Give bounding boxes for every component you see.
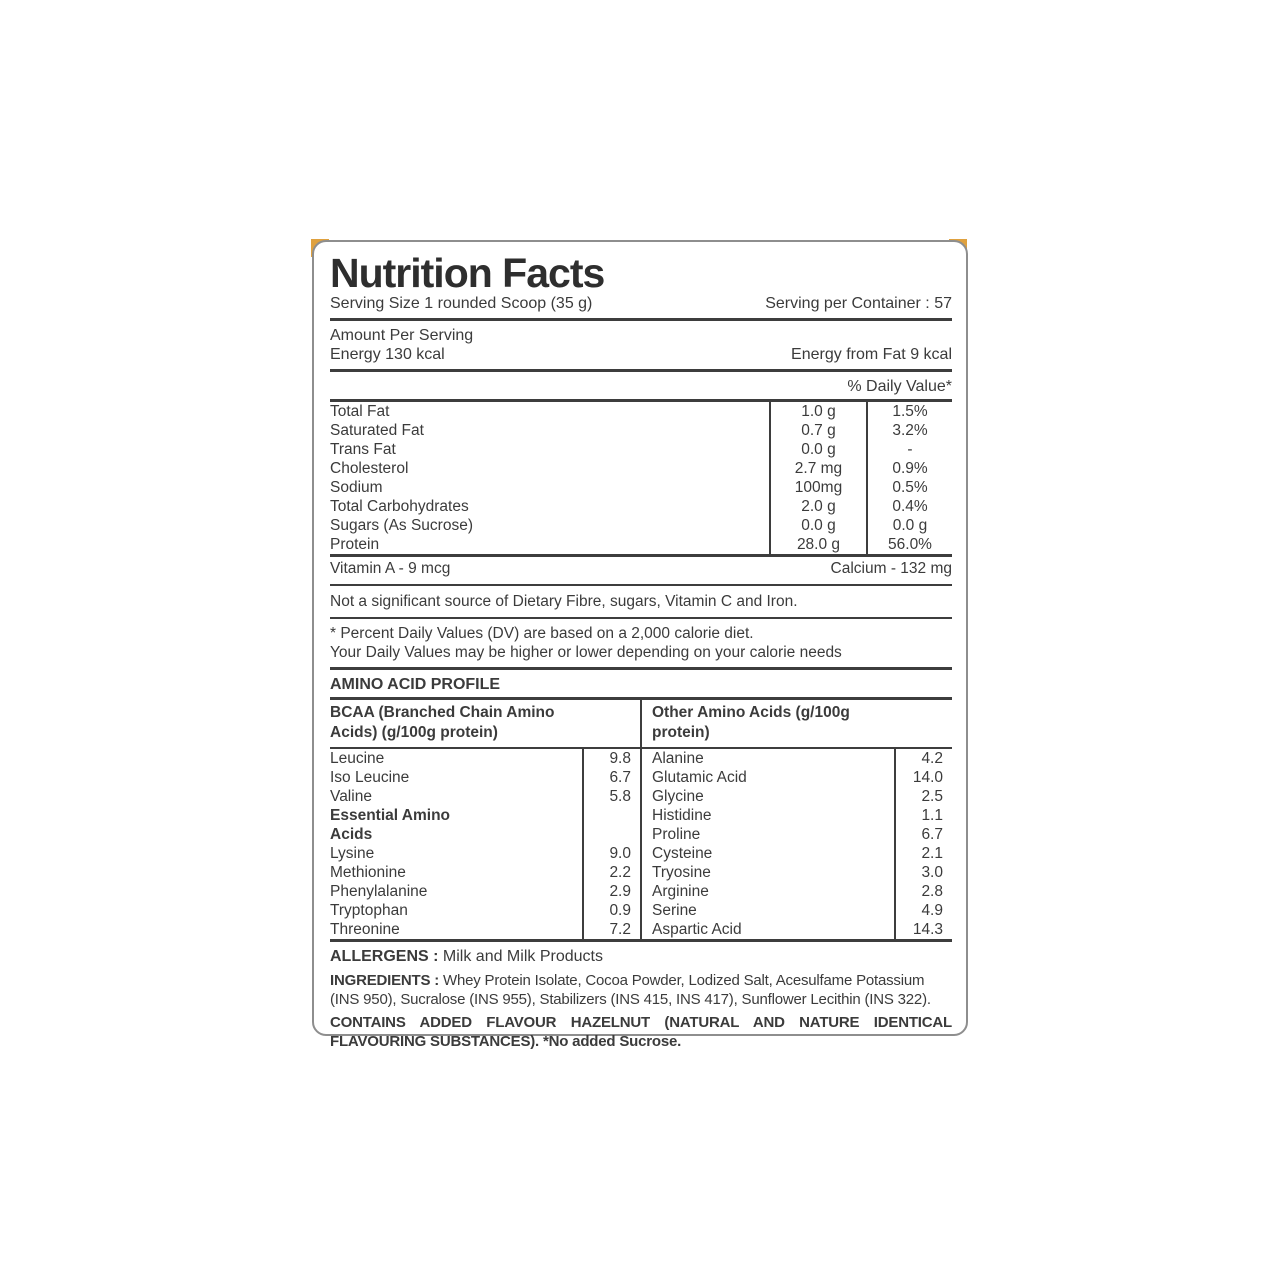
servings-per-container: Serving per Container : 57 bbox=[765, 295, 952, 312]
amino-acid-profile-title: AMINO ACID PROFILE bbox=[330, 676, 501, 693]
amino-value: 2.8 bbox=[894, 882, 952, 901]
amino-name: Methionine bbox=[330, 864, 406, 881]
nutrient-name: Total Fat bbox=[330, 403, 390, 420]
amino-value: 4.2 bbox=[894, 749, 952, 768]
amino-value: 14.3 bbox=[894, 920, 952, 939]
amino-value: 9.0 bbox=[582, 844, 640, 863]
nutrient-amount: 100mg bbox=[769, 478, 866, 497]
nutrient-amount: 0.0 g bbox=[769, 440, 866, 459]
bcaa-header: BCAA (Branched Chain Amino Acids) (g/100g protein) bbox=[330, 704, 555, 741]
amino-value: 2.5 bbox=[894, 787, 952, 806]
amino-value bbox=[582, 825, 640, 844]
nutrient-name: Sodium bbox=[330, 479, 383, 496]
nutrient-dv: 56.0% bbox=[866, 535, 952, 554]
nutrition-facts-label bbox=[312, 240, 968, 1050]
nutrient-amount: 0.0 g bbox=[769, 516, 866, 535]
allergens-line bbox=[330, 946, 952, 967]
calcium: Calcium - 132 mg bbox=[830, 560, 952, 577]
label-title: Nutrition Facts bbox=[330, 250, 605, 296]
dv-footnote-line1: * Percent Daily Values (DV) are based on a 2,000 calorie diet. bbox=[330, 625, 754, 642]
amino-name: Aspartic Acid bbox=[652, 921, 742, 938]
energy-row bbox=[330, 345, 952, 364]
nutrient-amount: 1.0 g bbox=[769, 402, 866, 421]
energy-value: Energy 130 kcal bbox=[330, 346, 445, 363]
nutrient-dv: 0.9% bbox=[866, 459, 952, 478]
nutrient-name: Trans Fat bbox=[330, 441, 396, 458]
amino-name: Tryosine bbox=[652, 864, 711, 881]
ingredients-paragraph bbox=[330, 972, 952, 1009]
nutrient-dv: 1.5% bbox=[866, 402, 952, 421]
nutrient-name: Protein bbox=[330, 536, 380, 553]
amino-value: 9.8 bbox=[582, 749, 640, 768]
amino-value: 6.7 bbox=[894, 825, 952, 844]
nutrient-dv: 0.0 g bbox=[866, 516, 952, 535]
amino-name: Threonine bbox=[330, 921, 400, 938]
nutrient-amount: 28.0 g bbox=[769, 535, 866, 554]
amino-value: 0.9 bbox=[582, 901, 640, 920]
amino-name: Cysteine bbox=[652, 845, 713, 862]
amino-name: Phenylalanine bbox=[330, 883, 428, 900]
allergens-value: Milk and Milk Products bbox=[442, 948, 603, 965]
amino-value: 6.7 bbox=[582, 768, 640, 787]
allergens-label: ALLERGENS : bbox=[330, 948, 439, 965]
dv-footnote bbox=[330, 624, 952, 662]
serving-size: Serving Size 1 rounded Scoop (35 g) bbox=[330, 295, 593, 312]
bcaa-rows bbox=[330, 747, 640, 939]
amino-value: 2.9 bbox=[582, 882, 640, 901]
nutrient-amount: 2.0 g bbox=[769, 497, 866, 516]
amino-name: Arginine bbox=[652, 883, 709, 900]
amino-value: 5.8 bbox=[582, 787, 640, 806]
amino-value: 7.2 bbox=[582, 920, 640, 939]
amount-per-serving: Amount Per Serving bbox=[330, 327, 474, 344]
serving-row bbox=[330, 294, 952, 313]
amino-name: Acids bbox=[330, 826, 373, 843]
bcaa-column bbox=[330, 700, 640, 939]
amino-value: 2.1 bbox=[894, 844, 952, 863]
nutrient-amount: 2.7 mg bbox=[769, 459, 866, 478]
divider bbox=[330, 369, 952, 372]
amino-name: Proline bbox=[652, 826, 701, 843]
amino-value bbox=[582, 806, 640, 825]
nutrient-dv: 0.4% bbox=[866, 497, 952, 516]
amino-name: Valine bbox=[330, 788, 372, 805]
divider bbox=[330, 617, 952, 619]
energy-from-fat: Energy from Fat 9 kcal bbox=[791, 346, 952, 363]
micronutrient-row bbox=[330, 558, 952, 579]
other-amino-header: Other Amino Acids (g/100g protein) bbox=[652, 704, 850, 741]
amino-value: 4.9 bbox=[894, 901, 952, 920]
ingredients-label: INGREDIENTS : bbox=[330, 972, 440, 989]
amino-name: Serine bbox=[652, 902, 697, 919]
nutrient-name: Cholesterol bbox=[330, 460, 409, 477]
divider bbox=[330, 584, 952, 586]
amino-name: Glycine bbox=[652, 788, 704, 805]
nutrient-dv: 3.2% bbox=[866, 421, 952, 440]
other-amino-column bbox=[640, 700, 952, 939]
nutrient-name: Total Carbohydrates bbox=[330, 498, 469, 515]
nutrient-dv: 0.5% bbox=[866, 478, 952, 497]
ingredients-value: Whey Protein Isolate, Cocoa Powder, Lodized Salt, Acesulfame Potassium (INS 950), Sucralose (INS 955), Stabilizers (INS 415, INS 417), Sunflower Lecithin (INS 322). bbox=[330, 972, 931, 1008]
nutrient-table bbox=[330, 399, 952, 557]
daily-value-header: % Daily Value* bbox=[847, 378, 952, 395]
amino-name: Leucine bbox=[330, 750, 385, 767]
amino-name: Lysine bbox=[330, 845, 375, 862]
amino-name: Iso Leucine bbox=[330, 769, 410, 786]
dv-footnote-line2: Your Daily Values may be higher or lower depending on your calorie needs bbox=[330, 644, 842, 661]
nutrient-name: Saturated Fat bbox=[330, 422, 424, 439]
amino-value: 14.0 bbox=[894, 768, 952, 787]
amino-value: 2.2 bbox=[582, 863, 640, 882]
amino-value: 1.1 bbox=[894, 806, 952, 825]
contains-statement: CONTAINS ADDED FLAVOUR HAZELNUT (NATURAL AND NATURE IDENTICAL FLAVOURING SUBSTANCES). *No added Sucrose. bbox=[330, 1014, 952, 1050]
amino-name: Glutamic Acid bbox=[652, 769, 747, 786]
nutrient-dv: - bbox=[866, 440, 952, 459]
other-amino-rows bbox=[642, 747, 952, 939]
amino-name: Essential Amino bbox=[330, 807, 451, 824]
not-significant-note: Not a significant source of Dietary Fibre, sugars, Vitamin C and Iron. bbox=[330, 593, 798, 610]
nutrient-name: Sugars (As Sucrose) bbox=[330, 517, 473, 534]
divider bbox=[330, 667, 952, 670]
amino-value: 3.0 bbox=[894, 863, 952, 882]
amino-name: Tryptophan bbox=[330, 902, 408, 919]
amino-name: Histidine bbox=[652, 807, 712, 824]
nutrient-amount: 0.7 g bbox=[769, 421, 866, 440]
vitamin-a: Vitamin A - 9 mcg bbox=[330, 560, 451, 577]
divider bbox=[330, 318, 952, 321]
amino-acid-table bbox=[330, 697, 952, 942]
amino-name: Alanine bbox=[652, 750, 704, 767]
